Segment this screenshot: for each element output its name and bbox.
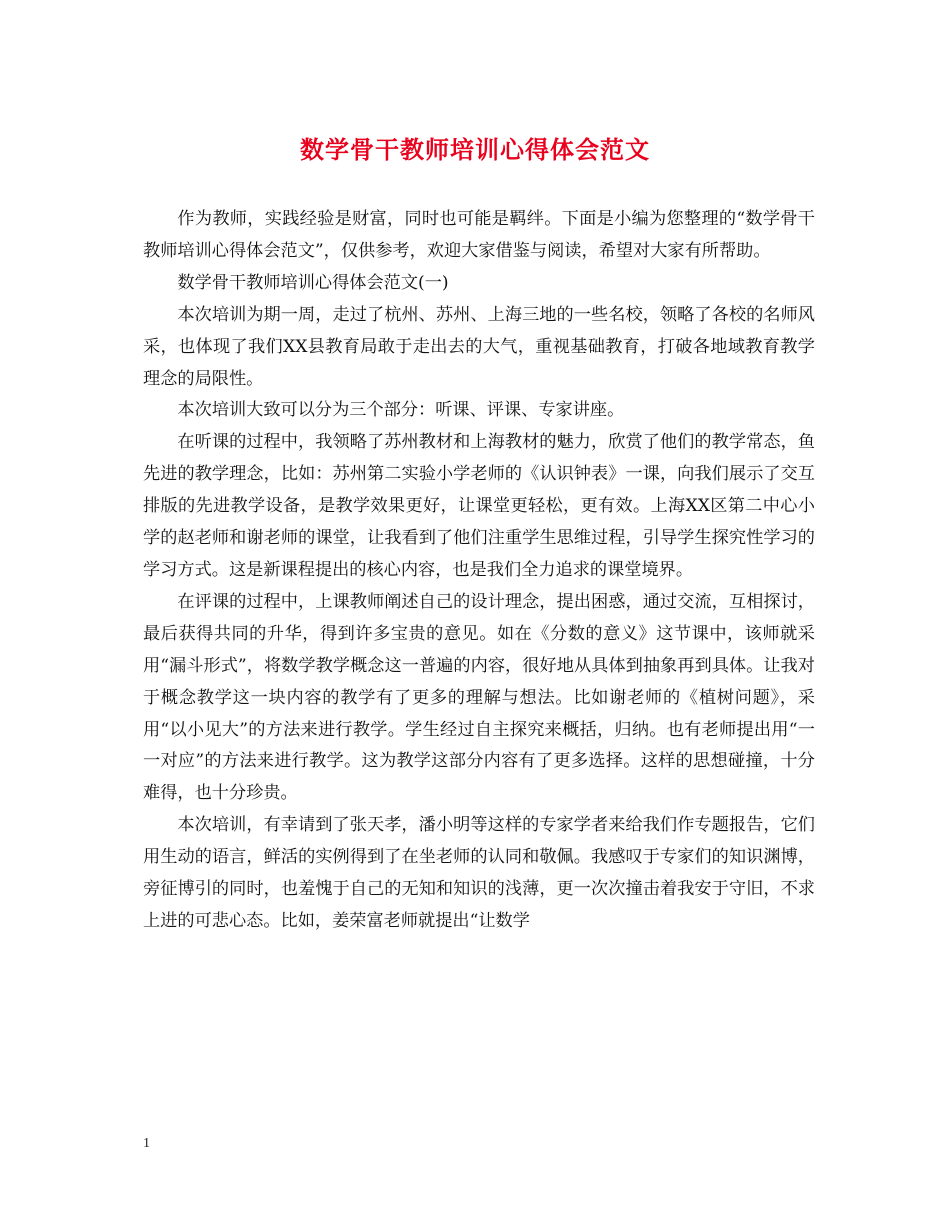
paragraph: 本次培训为期一周，走过了杭州、苏州、上海三地的一些名校，领略了各校的名师风采，也体现了我们XX县教育局敢于走出去的大气，重视基础教育，打破各地域教育教学理念的局限性。: [143, 304, 815, 389]
paragraph: 本次培训，有幸请到了张天孝，潘小明等这样的专家学者来给我们作专题报告，它们用生动的语言，鲜活的实例得到了在坐老师的认同和敬佩。我感叹于专家们的知识渊博，旁征博引的同时，也羞愧于自己的无知和知识的浅薄，更一次次撞击着我安于守旧，不求上进的可悲心态。比如，姜荣富老师就提出“让数学: [143, 815, 815, 931]
paragraph: 在听课的过程中，我领略了苏州教材和上海教材的魅力，欣赏了他们的教学常态，鱼先进的教学理念，比如：苏州第二实验小学老师的《认识钟表》一课，向我们展示了交互排版的先进教学设备，是教学效果更好，让课堂更轻松，更有效。上海XX区第二中心小学的赵老师和谢老师的课堂，让我看到了他们注重学生思维过程，引导学生探究性学习的学习方式。这是新课程提出的核心内容，也是我们全力追求的课堂境界。: [143, 432, 815, 580]
page-number: 1: [143, 1136, 150, 1151]
section-heading: 数学骨干教师培训心得体会范文(一): [177, 272, 449, 293]
paragraph: 在评课的过程中，上课教师阐述自己的设计理念，提出困惑，通过交流，互相探讨，最后获得共同的升华，得到许多宝贵的意见。如在《分数的意义》这节课中，该师就采用“漏斗形式”，将数学教学概念这一普遍的内容，很好地从具体到抽象再到具体。让我对于概念教学这一块内容的教学有了更多的理解与想法。比如谢老师的《植树问题》，采用“以小见大”的方法来进行教学。学生经过自主探究来概括，归纳。也有老师提出用“一一对应”的方法来进行教学。这为教学这部分内容有了更多选择。这样的思想碰撞，十分难得，也十分珍贵。: [143, 591, 815, 804]
document-body: [143, 204, 815, 938]
paragraph-intro: 作为教师，实践经验是财富，同时也可能是羁绊。下面是小编为您整理的“数学骨干教师培训心得体会范文”，仅供参考，欢迎大家借鉴与阅读，希望对大家有所帮助。: [143, 209, 815, 261]
document-title: 数学骨干教师培训心得体会范文: [300, 136, 650, 164]
paragraph: 本次培训大致可以分为三个部分：听课、评课、专家讲座。: [177, 400, 625, 421]
